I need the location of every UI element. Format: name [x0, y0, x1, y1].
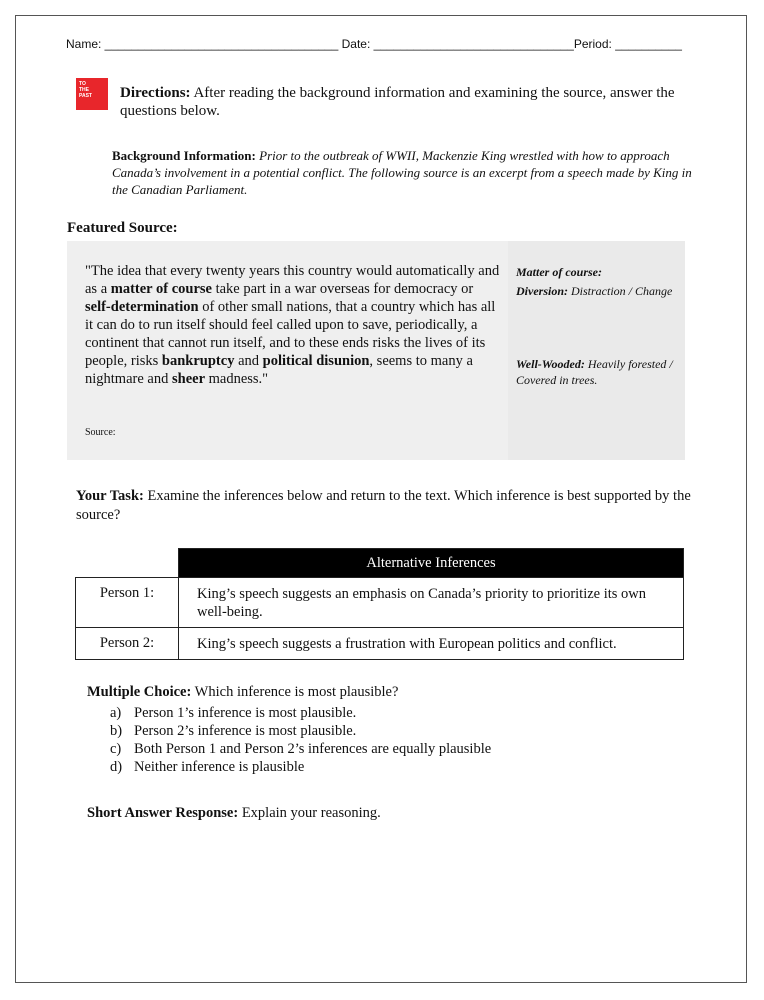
to-the-past-logo: TO THE PAST — [76, 78, 108, 110]
row-label: Person 1: — [76, 578, 179, 628]
choice-b[interactable]: b) Person 2’s inference is most plausible. — [110, 723, 357, 739]
name-field[interactable]: Name: ___________________________________ — [66, 37, 339, 51]
choice-a[interactable]: a) Person 1’s inference is most plausible. — [110, 705, 357, 721]
choice-c[interactable]: c) Both Person 1 and Person 2’s inferences are equally plausible — [110, 741, 492, 757]
table-row — [76, 578, 684, 628]
vocab-diversion: Diversion: Distraction / Change — [516, 284, 673, 298]
vocab-matter-of-course: Matter of course: — [516, 265, 602, 279]
source-citation-label: Source: — [85, 427, 116, 438]
your-task: Your Task: Examine the inferences below and return to the text. Which inference is best supported by the source? — [76, 488, 691, 523]
featured-source-title: Featured Source: — [67, 220, 178, 236]
directions: Directions: After reading the background information and examining the source, answer the questions below. — [120, 85, 675, 119]
period-field[interactable]: Period: __________ — [573, 37, 682, 51]
date-field[interactable]: Date: ______________________________ — [341, 37, 574, 51]
row-inference: King’s speech suggests a frustration with European politics and conflict. — [179, 628, 684, 660]
short-answer-prompt: Short Answer Response: Explain your reasoning. — [87, 805, 381, 821]
row-inference: King’s speech suggests an emphasis on Canada’s priority to prioritize its own well-being. — [179, 578, 684, 628]
vocab-well-wooded: Well-Wooded: Heavily forested / Covered in trees. — [516, 357, 673, 387]
source-quote: "The idea that every twenty years this country would automatically and as a matter of course take part in a war overseas for democracy or self-determination of other small nations, that a country which has all it can do to run itself should feel called upon to save, periodically, a continent that cannot run itself, and to these ends risks the lives of its people, risks bankruptcy and political disunion, seems to many a nightmare and sheer madness." — [85, 263, 500, 387]
table-row — [76, 628, 684, 660]
multiple-choice: Multiple Choice: Which inference is most plausible? a) Person 1’s inference is most plausible. b) Person 2’s inference is most plausible. c) Both Person 1 and Person 2’s inferences are equally plausible d) Neither inference is plausible — [87, 684, 492, 775]
inference-table — [75, 548, 684, 660]
background-information: Background Information: Prior to the outbreak of WWII, Mackenzie King wrestled with how to approach Canada’s involvement in a potential conflict. The following source is an excerpt from a speech made by King in the Canadian Parliament. — [112, 148, 692, 197]
table-header: Alternative Inferences — [179, 549, 684, 578]
row-label: Person 2: — [76, 628, 179, 660]
header-line — [66, 37, 682, 51]
choice-d[interactable]: d) Neither inference is plausible — [110, 759, 305, 775]
